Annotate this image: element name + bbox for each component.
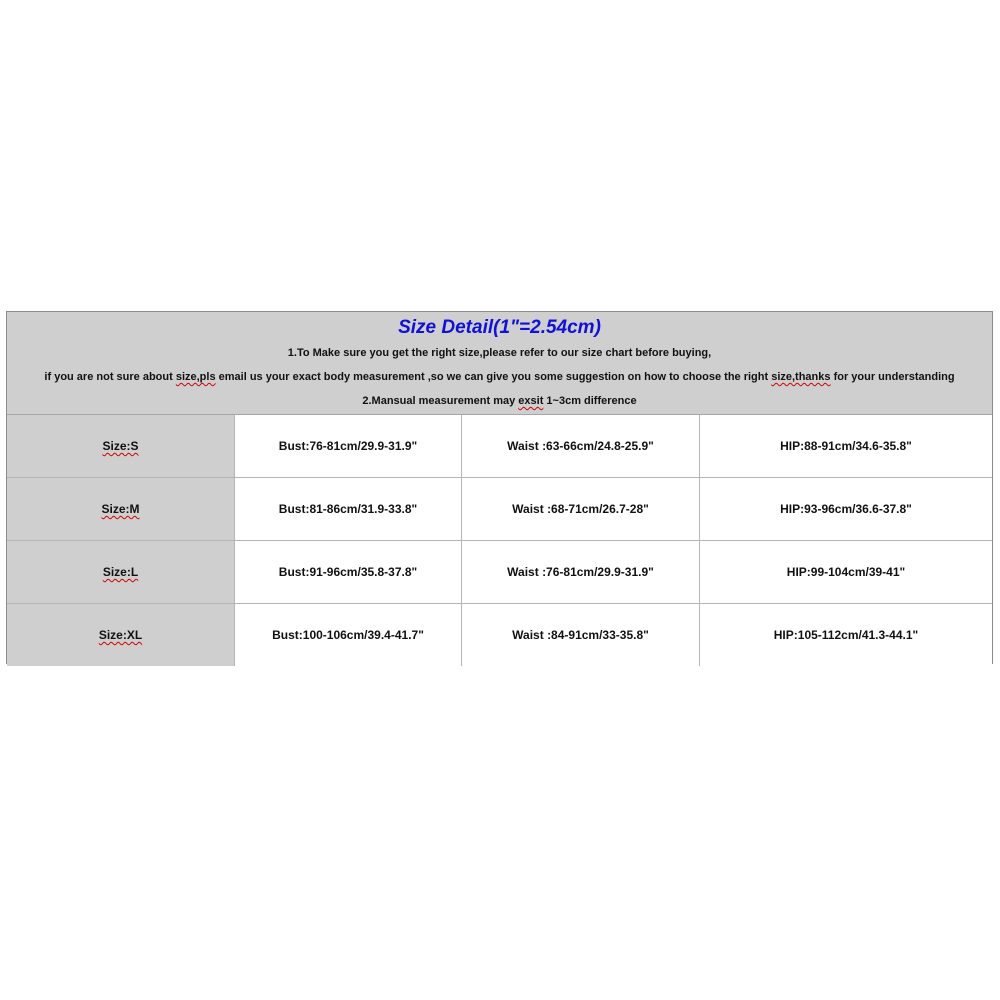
waist-cell: Waist :63-66cm/24.8-25.9" xyxy=(462,415,700,478)
size-label: Size:M xyxy=(101,502,140,516)
hip-cell: HIP:88-91cm/34.6-35.8" xyxy=(700,415,993,478)
waist-cell: Waist :84-91cm/33-35.8" xyxy=(462,604,700,667)
table-row xyxy=(7,415,992,478)
waist-cell: Waist :68-71cm/26.7-28" xyxy=(462,478,700,541)
hip-cell: HIP:105-112cm/41.3-44.1" xyxy=(700,604,993,667)
chart-title: Size Detail(1"=2.54cm) xyxy=(398,317,601,338)
bust-cell: Bust:76-81cm/29.9-31.9" xyxy=(235,415,462,478)
note-line-2-part: size,thanks xyxy=(771,371,831,383)
waist-cell: Waist :76-81cm/29.9-31.9" xyxy=(462,541,700,604)
note-line-2-part: if you are not sure about xyxy=(44,371,176,383)
bust-cell: Bust:100-106cm/39.4-41.7" xyxy=(235,604,462,667)
size-label: Size:L xyxy=(102,565,139,579)
bust-cell: Bust:81-86cm/31.9-33.8" xyxy=(235,478,462,541)
size-label-cell xyxy=(7,541,235,604)
hip-cell: HIP:99-104cm/39-41" xyxy=(700,541,993,604)
size-label-cell xyxy=(7,478,235,541)
table-row xyxy=(7,604,992,667)
size-label: Size:XL xyxy=(98,628,143,642)
note-line-1: 1.To Make sure you get the right size,please refer to our size chart before buying, xyxy=(287,347,712,359)
bust-cell: Bust:91-96cm/35.8-37.8" xyxy=(235,541,462,604)
size-label: Size:S xyxy=(102,439,139,453)
note-line-3 xyxy=(7,395,992,407)
size-label-cell xyxy=(7,415,235,478)
table-row xyxy=(7,541,992,604)
size-chart-header xyxy=(7,312,992,415)
note-line-2 xyxy=(7,371,992,383)
note-line-3-part: 2.Mansual measurement may xyxy=(362,395,519,407)
size-table xyxy=(7,415,992,666)
note-line-2-part: email us your exact body measurement ,so we can give you some suggestion on how to choose the right xyxy=(215,371,772,383)
table-row xyxy=(7,478,992,541)
note-line-2-part: for your understanding xyxy=(830,371,955,383)
note-line-2-part: size,pls xyxy=(175,371,216,383)
hip-cell: HIP:93-96cm/36.6-37.8" xyxy=(700,478,993,541)
size-chart xyxy=(6,311,993,664)
note-line-3-part: 1~3cm difference xyxy=(543,395,637,407)
note-line-3-part: exsit xyxy=(518,395,544,407)
size-label-cell xyxy=(7,604,235,667)
